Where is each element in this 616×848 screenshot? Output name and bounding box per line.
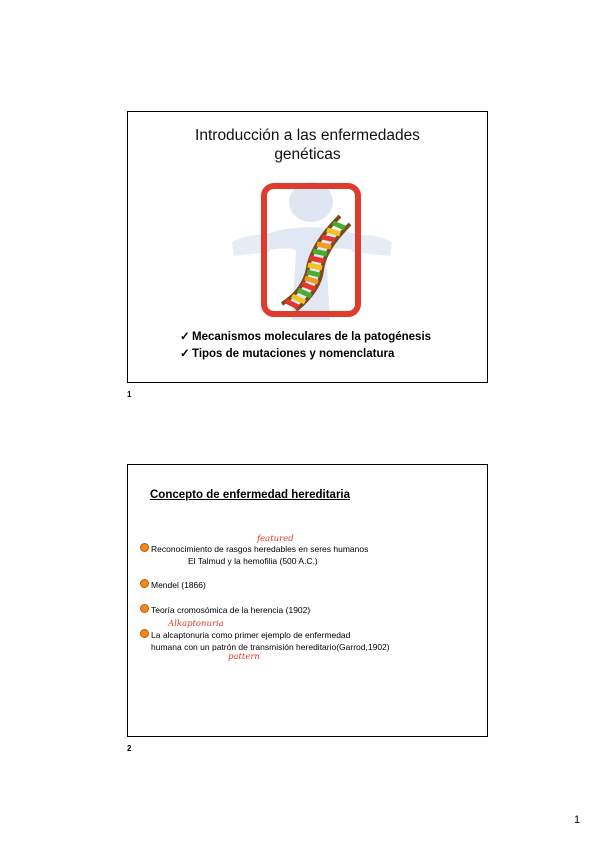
orange-bullet-icon bbox=[140, 543, 149, 552]
slide-1 bbox=[127, 111, 488, 383]
bullet-item: ✓ Tipos de mutaciones y nomenclatura bbox=[180, 346, 431, 363]
handwritten-annotation: pattern bbox=[228, 652, 260, 662]
list-item: Reconocimiento de rasgos heredables en seres humanos El Talmud y la hemofilia (500 A.C.) bbox=[140, 543, 368, 567]
slide-2-title: Concepto de enfermedad hereditaria bbox=[150, 489, 351, 501]
list-item: Teoría cromosómica de la herencia (1902) bbox=[140, 604, 310, 616]
list-item: La alcaptonuria como primer ejemplo de enfermedad humana con un patrón de transmisión hereditario(Garrod,1902) bbox=[140, 629, 390, 653]
slide-1-title: Introducción a las enfermedades genéticas bbox=[195, 127, 420, 163]
list-item: Mendel (1866) bbox=[140, 579, 206, 591]
checkmark-icon: ✓ bbox=[180, 348, 190, 360]
handwritten-annotation: featured bbox=[257, 534, 294, 544]
orange-bullet-icon bbox=[140, 579, 149, 588]
slide-number-2: 2 bbox=[127, 744, 132, 753]
orange-bullet-icon bbox=[140, 604, 149, 613]
page-number: 1 bbox=[574, 814, 581, 826]
slide-number-1: 1 bbox=[127, 390, 132, 399]
slide-1-bullet-list bbox=[180, 329, 431, 363]
orange-bullet-icon bbox=[140, 629, 149, 638]
checkmark-icon: ✓ bbox=[180, 331, 190, 343]
handwritten-annotation: Alkaptonuria bbox=[168, 619, 224, 629]
slide-2 bbox=[127, 464, 488, 737]
dna-person-illustration bbox=[226, 172, 396, 320]
bullet-item: ✓ Mecanismos moleculares de la patogénesis bbox=[180, 329, 431, 346]
